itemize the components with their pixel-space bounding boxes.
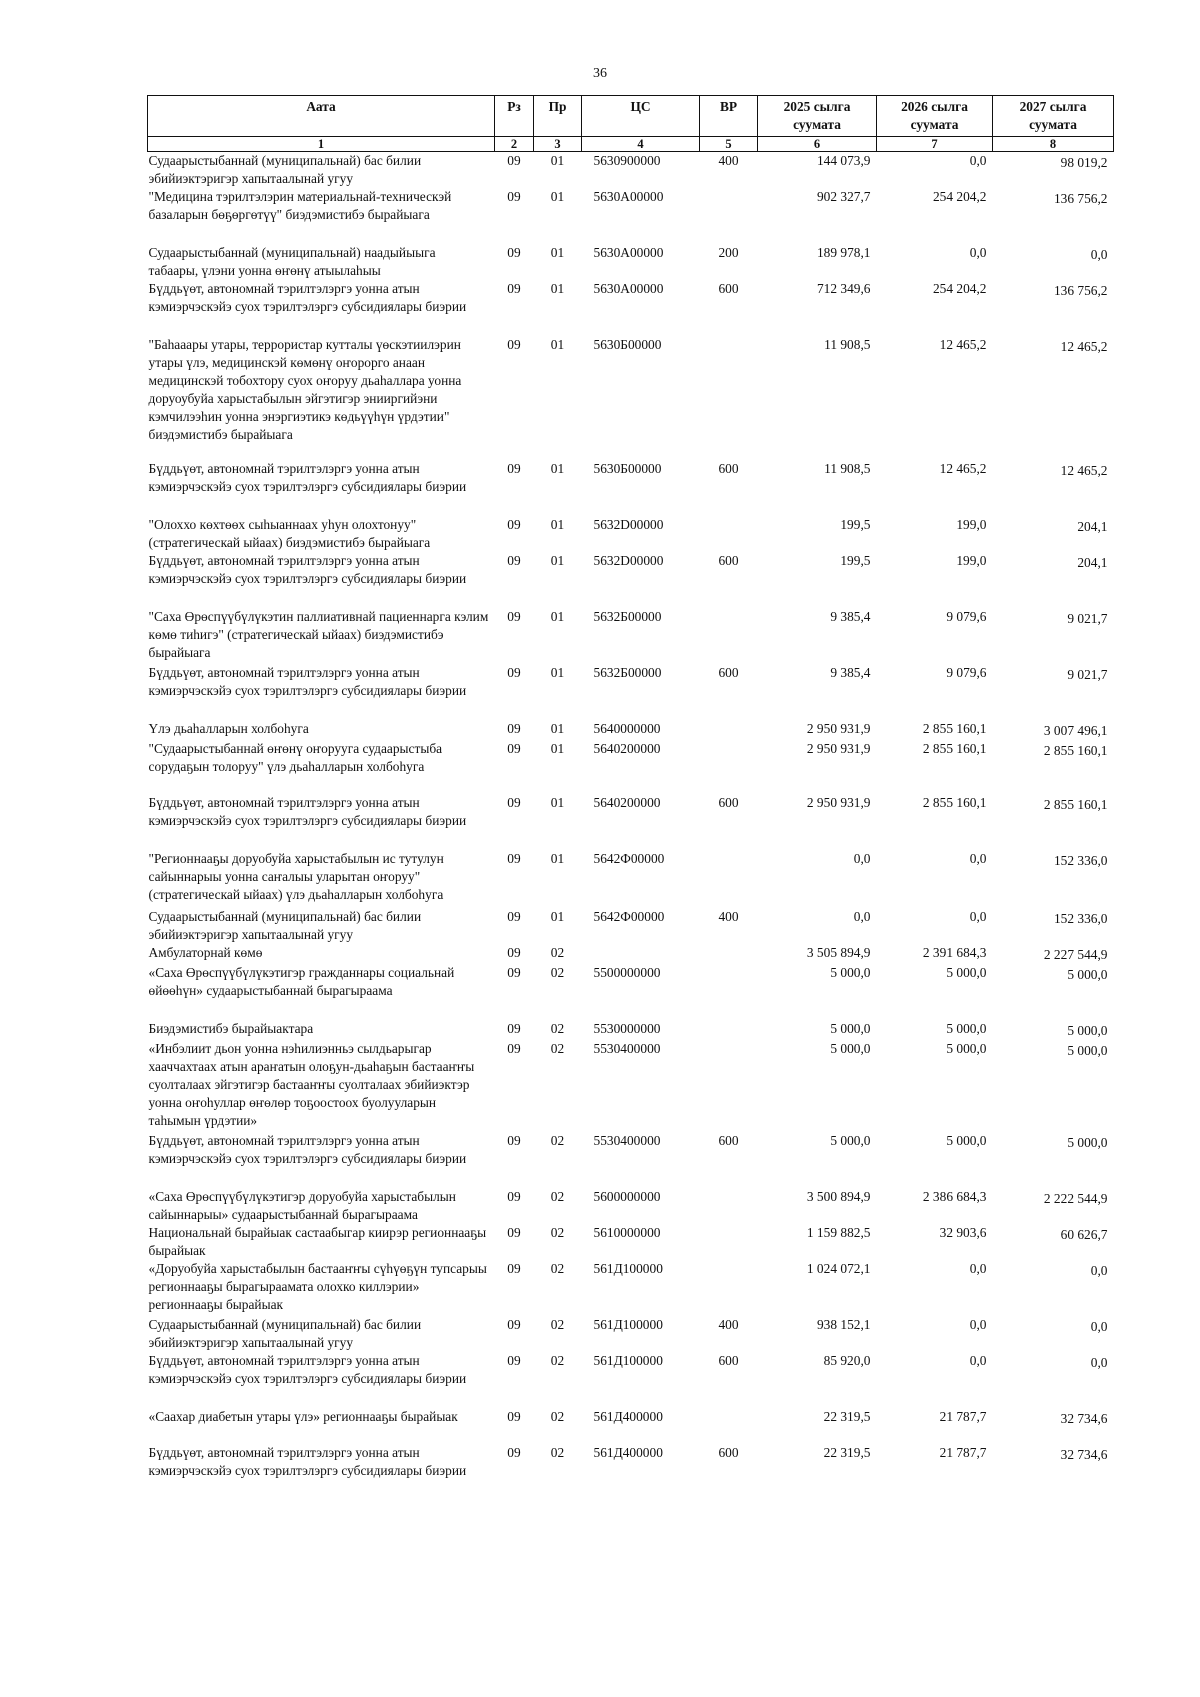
cell-2026: 2 386 684,3 <box>922 1189 987 1204</box>
cell-pr: 01 <box>550 553 565 568</box>
cell-cs: 5632D00000 <box>593 553 664 568</box>
cell-cs: 5500000000 <box>593 965 661 980</box>
cell-vr <box>700 964 758 1020</box>
cell-cs: 561Д100000 <box>593 1261 663 1276</box>
cell-vr: 600 <box>718 281 739 296</box>
cell-2026: 2 855 160,1 <box>922 721 987 736</box>
table-row <box>148 1260 1114 1316</box>
cell-2025: 2 950 931,9 <box>806 741 871 756</box>
cell-pr: 02 <box>550 1445 565 1460</box>
cell-name: Бүддьүөт, автономнай тэрилтэлэргэ уонна атын кэмиэрчэскэйэ суох тэрилтэлэргэ субсидиялары биэрии <box>148 1133 467 1166</box>
cell-rz: 09 <box>507 741 521 756</box>
header-number: 2 <box>495 137 534 152</box>
cell-2027: 0,0 <box>1090 1355 1108 1370</box>
cell-2027: 9 021,7 <box>1067 667 1108 682</box>
header-name: Аата <box>148 96 495 137</box>
cell-cs: 5642Ф00000 <box>593 909 665 924</box>
table-row <box>148 664 1114 720</box>
cell-vr: 600 <box>718 461 739 476</box>
cell-pr: 02 <box>550 1133 565 1148</box>
cell-2026: 12 465,2 <box>939 337 987 352</box>
cell-2027: 136 756,2 <box>1053 283 1108 298</box>
header-rz: Рз <box>495 96 534 137</box>
cell-vr: 400 <box>718 909 739 924</box>
table-row <box>148 1188 1114 1224</box>
table-row <box>148 608 1114 664</box>
cell-pr: 01 <box>550 721 565 736</box>
cell-rz: 09 <box>507 1445 521 1460</box>
cell-2025: 9 385,4 <box>830 665 871 680</box>
cell-pr: 02 <box>550 1317 565 1332</box>
cell-2027: 3 007 496,1 <box>1043 723 1108 738</box>
cell-2025: 902 327,7 <box>816 189 871 204</box>
cell-2025: 1 159 882,5 <box>806 1225 871 1240</box>
cell-cs: 5630А00000 <box>593 189 664 204</box>
cell-vr <box>700 720 758 740</box>
cell-2027: 12 465,2 <box>1060 339 1108 354</box>
cell-pr: 02 <box>550 1041 565 1056</box>
cell-vr <box>700 188 758 244</box>
cell-vr <box>700 944 758 964</box>
cell-2025: 5 000,0 <box>830 1133 871 1148</box>
cell-pr: 02 <box>550 1409 565 1424</box>
cell-pr: 01 <box>550 851 565 866</box>
cell-2026: 254 204,2 <box>932 281 987 296</box>
cell-vr <box>700 1224 758 1260</box>
cell-rz: 09 <box>507 909 521 924</box>
table-row <box>148 1224 1114 1260</box>
table-row <box>148 1132 1114 1188</box>
table-row <box>148 1040 1114 1132</box>
cell-cs: 5632Б00000 <box>593 609 662 624</box>
cell-vr <box>700 1020 758 1040</box>
cell-2025: 199,5 <box>840 517 871 532</box>
cell-2027: 2 855 160,1 <box>1043 743 1108 758</box>
cell-2027: 9 021,7 <box>1067 611 1108 626</box>
cell-cs: 5600000000 <box>593 1189 661 1204</box>
cell-vr: 600 <box>718 1133 739 1148</box>
cell-vr: 200 <box>718 245 739 260</box>
table-row <box>148 188 1114 244</box>
cell-name: Судаарыстыбаннай (муниципальнай) бас билии эбийиэктэригэр хапытаалынай угуу <box>148 153 422 186</box>
cell-name: Судаарыстыбаннай (муниципальнай) наадыйыыга табаары, үлэни уонна өҥөнү атыылаһыы <box>148 245 436 278</box>
cell-2025: 22 319,5 <box>823 1409 871 1424</box>
cell-2025: 189 978,1 <box>816 245 871 260</box>
cell-2026: 0,0 <box>969 1353 987 1368</box>
cell-rz: 09 <box>507 553 521 568</box>
cell-cs: 5640000000 <box>593 721 661 736</box>
cell-name: Бүддьүөт, автономнай тэрилтэлэргэ уонна атын кэмиэрчэскэйэ суох тэрилтэлэргэ субсидиялары биэрии <box>148 553 467 586</box>
cell-2027: 0,0 <box>1090 1319 1108 1334</box>
table-row <box>148 552 1114 608</box>
cell-name: Бүддьүөт, автономнай тэрилтэлэргэ уонна атын кэмиэрчэскэйэ суох тэрилтэлэргэ субсидиялары биэрии <box>148 665 467 698</box>
cell-cs <box>582 944 700 964</box>
cell-2025: 5 000,0 <box>830 1041 871 1056</box>
cell-rz: 09 <box>507 1021 521 1036</box>
table-row <box>148 964 1114 1020</box>
cell-pr: 01 <box>550 281 565 296</box>
table-row <box>148 1316 1114 1352</box>
cell-2026: 0,0 <box>969 245 987 260</box>
cell-vr: 600 <box>718 665 739 680</box>
cell-rz: 09 <box>507 337 521 352</box>
header-number: 1 <box>148 137 495 152</box>
cell-rz: 09 <box>507 461 521 476</box>
table-row <box>148 740 1114 794</box>
cell-cs: 5530400000 <box>593 1133 661 1148</box>
cell-2027: 204,1 <box>1077 555 1108 570</box>
cell-name: Үлэ дьаһалларын холбоһуга <box>148 721 309 736</box>
cell-name: «Доруобуйа харыстабылын бастааҥҥы сүһүөҕүн тупсарыы регионнааҕы бырагыраамата олохко киллэрии» регионнааҕы бырайыак <box>148 1261 487 1312</box>
cell-name: "Регионнааҕы доруобуйа харыстабылын ис тутулун сайыннарыы уонна саҥалыы уларытан оҥоруу" (стратегическай ыйаах) үлэ дьаһалларын холбоһуга <box>148 851 444 902</box>
cell-cs: 5530400000 <box>593 1041 661 1056</box>
cell-rz: 09 <box>507 281 521 296</box>
table-row <box>148 152 1114 189</box>
cell-vr: 400 <box>718 153 739 168</box>
cell-pr: 02 <box>550 1021 565 1036</box>
cell-2026: 2 391 684,3 <box>922 945 987 960</box>
cell-rz: 09 <box>507 665 521 680</box>
table-row <box>148 1408 1114 1444</box>
cell-2026: 5 000,0 <box>946 1041 987 1056</box>
header-pr: Пр <box>534 96 582 137</box>
header-number: 7 <box>877 137 993 152</box>
cell-2025: 144 073,9 <box>816 153 871 168</box>
cell-2027: 5 000,0 <box>1067 967 1108 982</box>
cell-name: Бүддьүөт, автономнай тэрилтэлэргэ уонна атын кэмиэрчэскэйэ суох тэрилтэлэргэ субсидиялары биэрии <box>148 1353 467 1386</box>
cell-2025: 199,5 <box>840 553 871 568</box>
cell-pr: 01 <box>550 741 565 756</box>
cell-2027: 5 000,0 <box>1067 1023 1108 1038</box>
cell-pr: 01 <box>550 795 565 810</box>
cell-pr: 02 <box>550 945 565 960</box>
cell-2026: 0,0 <box>969 851 987 866</box>
cell-2025: 2 950 931,9 <box>806 721 871 736</box>
header-number: 5 <box>700 137 758 152</box>
cell-name: Бүддьүөт, автономнай тэрилтэлэргэ уонна атын кэмиэрчэскэйэ суох тэрилтэлэргэ субсидиялары биэрии <box>148 1445 467 1478</box>
cell-cs: 5632Б00000 <box>593 665 662 680</box>
header-cs: ЦС <box>582 96 700 137</box>
cell-rz: 09 <box>507 1041 521 1056</box>
cell-2027: 2 222 544,9 <box>1043 1191 1108 1206</box>
cell-vr <box>700 608 758 664</box>
cell-name: «Саха Өрөспүүбүлүкэтигэр доруобуйа харыстабылын сайыннарыы» судаарыстыбаннай бырагыраама <box>148 1189 456 1222</box>
cell-2025: 11 908,5 <box>824 461 871 476</box>
cell-cs: 561Д400000 <box>593 1445 663 1460</box>
cell-name: Бүддьүөт, автономнай тэрилтэлэргэ уонна атын кэмиэрчэскэйэ суох тэрилтэлэргэ субсидиялары биэрии <box>148 281 467 314</box>
table-body <box>148 152 1114 1501</box>
table-row <box>148 516 1114 552</box>
cell-rz: 09 <box>507 721 521 736</box>
cell-rz: 09 <box>507 965 521 980</box>
cell-pr: 01 <box>550 189 565 204</box>
cell-pr: 02 <box>550 1225 565 1240</box>
cell-2026: 5 000,0 <box>946 1021 987 1036</box>
cell-rz: 09 <box>507 1353 521 1368</box>
cell-name: Судаарыстыбаннай (муниципальнай) бас билии эбийиэктэригэр хапытаалынай угуу <box>148 1317 422 1350</box>
cell-2027: 98 019,2 <box>1060 155 1108 170</box>
cell-2026: 21 787,7 <box>939 1409 987 1424</box>
cell-rz: 09 <box>507 945 521 960</box>
cell-name: Бүддьүөт, автономнай тэрилтэлэргэ уонна атын кэмиэрчэскэйэ суох тэрилтэлэргэ субсидиялары биэрии <box>148 461 467 494</box>
cell-vr <box>700 850 758 908</box>
cell-2027: 12 465,2 <box>1060 463 1108 478</box>
cell-rz: 09 <box>507 1409 521 1424</box>
cell-cs: 5610000000 <box>593 1225 661 1240</box>
cell-name: Биэдэмистибэ бырайыактара <box>148 1021 314 1036</box>
cell-name: "Медицина тэрилтэлэрин материальнай-техническэй базаларын бөҕөргөтүү" биэдэмистибэ бырайыага <box>148 189 452 222</box>
cell-2027: 136 756,2 <box>1053 191 1108 206</box>
cell-2026: 5 000,0 <box>946 1133 987 1148</box>
cell-name: «Инбэлиит дьон уонна нэһилиэнньэ сылдьарыгар хааччахтаах атын араҥатын олоҕун-дьаһаҕын бастааҥҥы суолталаах эйгэтигэр бастааҥҥы суолталаах эбийиэктэр уонна оҥоһуллар өҥөлөр тоҕоостоох буолууларын таһымын үрдэтии» <box>148 1041 475 1128</box>
cell-2027: 152 336,0 <box>1053 911 1108 926</box>
cell-rz: 09 <box>507 517 521 532</box>
table-row <box>148 720 1114 740</box>
cell-2026: 12 465,2 <box>939 461 987 476</box>
cell-pr: 01 <box>550 461 565 476</box>
cell-name: «Саахар диабетын утары үлэ» регионнааҕы бырайыак <box>148 1409 458 1424</box>
cell-rz: 09 <box>507 189 521 204</box>
cell-vr <box>700 1188 758 1224</box>
cell-vr <box>700 1408 758 1444</box>
cell-pr: 01 <box>550 153 565 168</box>
cell-cs: 5642Ф00000 <box>593 851 665 866</box>
cell-2025: 9 385,4 <box>830 609 871 624</box>
cell-2025: 0,0 <box>853 909 871 924</box>
table-row <box>148 794 1114 850</box>
cell-pr: 01 <box>550 909 565 924</box>
cell-2027: 32 734,6 <box>1060 1411 1108 1426</box>
cell-pr: 01 <box>550 245 565 260</box>
cell-2027: 60 626,7 <box>1060 1227 1108 1242</box>
table-row <box>148 1444 1114 1500</box>
cell-2026: 0,0 <box>969 1261 987 1276</box>
cell-2027: 0,0 <box>1090 1263 1108 1278</box>
cell-vr: 600 <box>718 1445 739 1460</box>
cell-vr: 600 <box>718 795 739 810</box>
cell-cs: 5630Б00000 <box>593 337 662 352</box>
cell-cs: 5640200000 <box>593 795 661 810</box>
cell-2025: 712 349,6 <box>816 281 871 296</box>
cell-cs: 561Д100000 <box>593 1317 663 1332</box>
cell-pr: 01 <box>550 517 565 532</box>
cell-2025: 938 152,1 <box>816 1317 871 1332</box>
cell-2025: 85 920,0 <box>823 1353 871 1368</box>
header-number: 6 <box>758 137 877 152</box>
page-number: 36 <box>593 66 607 81</box>
cell-2026: 199,0 <box>956 517 987 532</box>
table-row <box>148 850 1114 908</box>
cell-2027: 2 227 544,9 <box>1043 947 1108 962</box>
cell-2025: 11 908,5 <box>824 337 871 352</box>
cell-2026: 21 787,7 <box>939 1445 987 1460</box>
cell-vr <box>700 1260 758 1316</box>
cell-pr: 02 <box>550 965 565 980</box>
cell-name: Национальнай бырайыак састаабыгар киирэр регионнааҕы бырайыак <box>148 1225 487 1258</box>
cell-vr <box>700 1040 758 1132</box>
table-row <box>148 280 1114 336</box>
cell-2025: 22 319,5 <box>823 1445 871 1460</box>
cell-2025: 3 500 894,9 <box>806 1189 871 1204</box>
cell-rz: 09 <box>507 609 521 624</box>
cell-cs: 5632D00000 <box>593 517 664 532</box>
cell-2026: 0,0 <box>969 1317 987 1332</box>
cell-pr: 01 <box>550 665 565 680</box>
cell-2027: 5 000,0 <box>1067 1043 1108 1058</box>
budget-table-container <box>147 95 1113 1500</box>
cell-2027: 204,1 <box>1077 519 1108 534</box>
cell-pr: 01 <box>550 609 565 624</box>
cell-pr: 02 <box>550 1261 565 1276</box>
cell-2025: 0,0 <box>853 851 871 866</box>
cell-rz: 09 <box>507 1261 521 1276</box>
table-row <box>148 244 1114 280</box>
cell-vr <box>700 516 758 552</box>
cell-name: "Саха Өрөспүүбүлүкэтин паллиативнай пациеннарга кэлим көмө тиһигэ" (стратегическай ыйаах) биэдэмистибэ бырайыага <box>148 609 489 660</box>
cell-2027: 32 734,6 <box>1060 1447 1108 1462</box>
table-row <box>148 908 1114 944</box>
cell-2025: 5 000,0 <box>830 1021 871 1036</box>
cell-2027: 5 000,0 <box>1067 1135 1108 1150</box>
cell-name: Бүддьүөт, автономнай тэрилтэлэргэ уонна атын кэмиэрчэскэйэ суох тэрилтэлэргэ субсидиялары биэрии <box>148 795 467 828</box>
cell-cs: 561Д100000 <box>593 1353 663 1368</box>
cell-2026: 2 855 160,1 <box>922 741 987 756</box>
cell-pr: 01 <box>550 337 565 352</box>
cell-name: "Баһааары утары, террористар кутталы үөскэтиилэрин утары үлэ, медицинскэй көмөнү оҥорорго анаан медицинскэй тобохтору суох оҥоруу дьаһаллара уонна доруоубуйа харыстабылын эйгэтигэр энииргийэни кэмчилээһин уонна энэргиэтикэ көдьүүһүн үрдэтии" биэдэмистибэ бырайыага <box>148 337 462 442</box>
header-2025: 2025 сылга суумата <box>758 96 877 137</box>
table-row <box>148 1020 1114 1040</box>
cell-vr <box>700 740 758 794</box>
cell-vr: 400 <box>718 1317 739 1332</box>
cell-pr: 02 <box>550 1353 565 1368</box>
cell-name: "Олоххо көхтөөх сыһыаннаах уһун олохтонуу" (стратегическай ыйаах) биэдэмистибэ бырайыага <box>148 517 431 550</box>
cell-name: «Саха Өрөспүүбүлүкэтигэр гражданнары социальнай өйөөһүн» судаарыстыбаннай бырагыраама <box>148 965 455 998</box>
cell-cs: 5630900000 <box>593 153 661 168</box>
cell-2025: 2 950 931,9 <box>806 795 871 810</box>
cell-name: "Судаарыстыбаннай өҥөнү оҥорууга судаарыстыба сорудаҕын толоруу" үлэ дьаһалларын холбоһуга <box>148 741 443 774</box>
cell-2026: 254 204,2 <box>932 189 987 204</box>
cell-2026: 0,0 <box>969 153 987 168</box>
budget-table <box>147 95 1114 1500</box>
cell-cs: 5630А00000 <box>593 281 664 296</box>
cell-2026: 9 079,6 <box>946 609 987 624</box>
cell-rz: 09 <box>507 245 521 260</box>
cell-rz: 09 <box>507 1189 521 1204</box>
cell-2025: 1 024 072,1 <box>806 1261 871 1276</box>
cell-rz: 09 <box>507 1225 521 1240</box>
cell-rz: 09 <box>507 153 521 168</box>
cell-2026: 5 000,0 <box>946 965 987 980</box>
cell-2026: 32 903,6 <box>939 1225 987 1240</box>
cell-pr: 02 <box>550 1189 565 1204</box>
table-header <box>148 96 1114 152</box>
cell-name: Амбулаторнай көмө <box>148 945 263 960</box>
cell-vr: 600 <box>718 553 739 568</box>
header-number: 3 <box>534 137 582 152</box>
cell-vr <box>700 336 758 460</box>
cell-cs: 5640200000 <box>593 741 661 756</box>
cell-rz: 09 <box>507 851 521 866</box>
cell-2026: 2 855 160,1 <box>922 795 987 810</box>
cell-rz: 09 <box>507 1317 521 1332</box>
header-vr: ВР <box>700 96 758 137</box>
cell-vr: 600 <box>718 1353 739 1368</box>
cell-cs: 5630А00000 <box>593 245 664 260</box>
table-row <box>148 336 1114 460</box>
header-2027: 2027 сылга суумата <box>993 96 1114 137</box>
cell-cs: 5530000000 <box>593 1021 661 1036</box>
cell-2026: 9 079,6 <box>946 665 987 680</box>
header-2026: 2026 сылга суумата <box>877 96 993 137</box>
cell-2027: 0,0 <box>1090 247 1108 262</box>
cell-2026: 0,0 <box>969 909 987 924</box>
header-number: 4 <box>582 137 700 152</box>
cell-name: Судаарыстыбаннай (муниципальнай) бас билии эбийиэктэригэр хапытаалынай угуу <box>148 909 422 942</box>
cell-2025: 3 505 894,9 <box>806 945 871 960</box>
cell-2027: 152 336,0 <box>1053 853 1108 868</box>
cell-cs: 5630Б00000 <box>593 461 662 476</box>
header-number: 8 <box>993 137 1114 152</box>
table-row <box>148 944 1114 964</box>
cell-2025: 5 000,0 <box>830 965 871 980</box>
cell-rz: 09 <box>507 795 521 810</box>
table-row <box>148 1352 1114 1408</box>
cell-2026: 199,0 <box>956 553 987 568</box>
cell-2027: 2 855 160,1 <box>1043 797 1108 812</box>
cell-cs: 561Д400000 <box>593 1409 663 1424</box>
table-row <box>148 460 1114 516</box>
cell-rz: 09 <box>507 1133 521 1148</box>
